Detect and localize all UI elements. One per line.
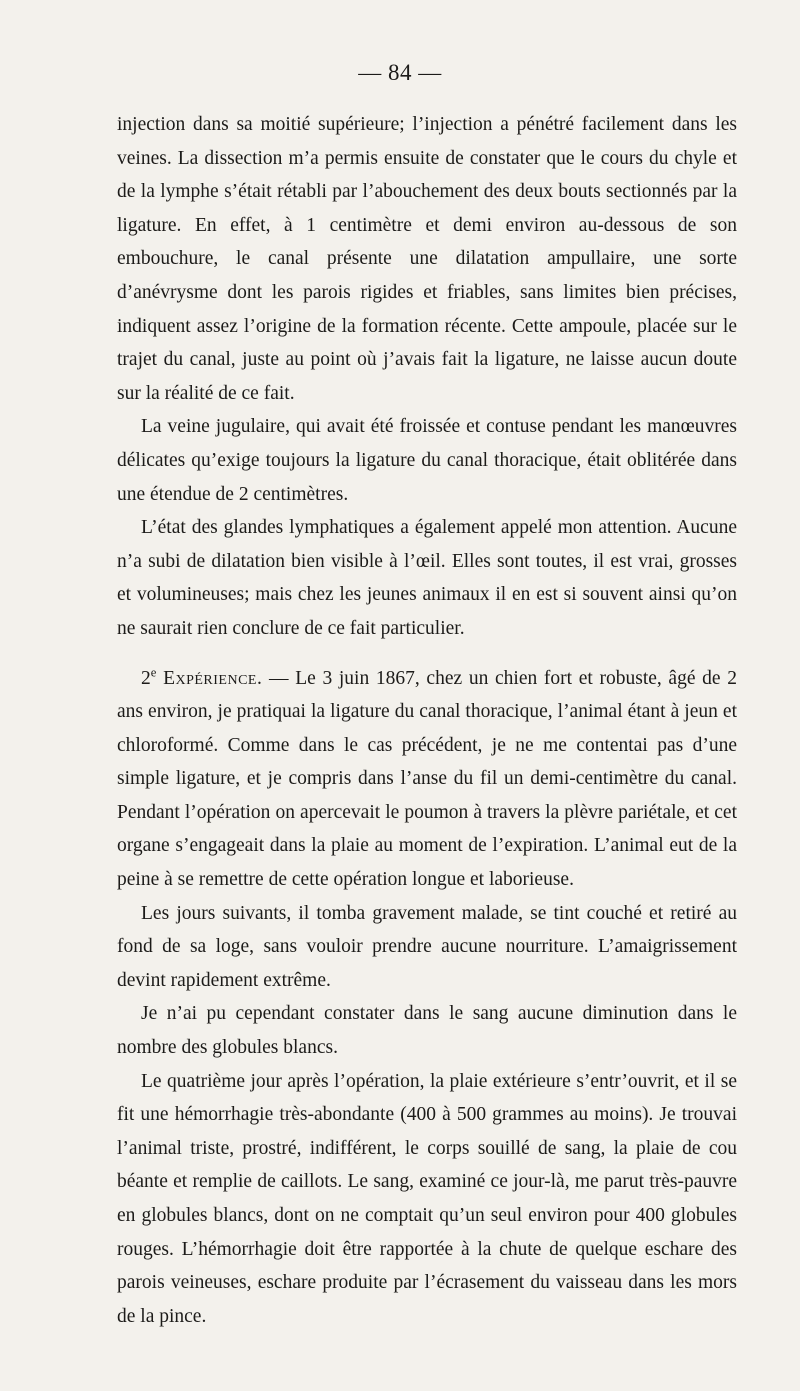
paragraph-following-days: Les jours suivants, il tomba gravement malade, se tint couché et retiré au fond de sa loge, sans vouloir prendre aucune nourriture. L’amaigrissement devint rapidement extrême. — [117, 902, 737, 991]
experience-number: 2 — [141, 667, 151, 689]
experience-number-suffix: e — [150, 665, 157, 679]
paragraph-continuation: injection dans sa moitié supérieure; l’injection a pénétré facilement dans les veines. La dissection m’a permis ensuite de constater que le cours du chyle et de la lymphe s’était rétabli par l’abouchement des deux bouts sectionnés par la ligature. En effet, à 1 centimètre et demi environ au-dessous de son embouchure, le canal présente une dilatation ampullaire, une sorte d’anévrysme dont les parois rigides et friables, sans limites bien précises, indiquent assez l’origine de la formation récente. Cette ampoule, placée sur le trajet du canal, juste au point où j’avais fait la ligature, ne laisse aucun doute sur la réalité de ce fait. — [117, 114, 737, 404]
paragraph-hemorrhage: Le quatrième jour après l’opération, la plaie extérieure s’entr’ouvrit, et il se fit une hémorrhagie très-abondante (400 à 500 grammes au moins). Je trouvai l’animal triste, prostré, indifférent, le corps souillé de sang, la plaie de cou béante et remplie de caillots. Le sang, examiné ce jour-là, me parut très-pauvre en globules blancs, dont on ne comptait qu’un seul environ pour 400 globules rouges. L’hémorrhagie doit être rapportée à la chute de quelque eschare des parois veineuses, eschare produite par l’écrasement du vaisseau dans les mors de la pince. — [117, 1070, 737, 1327]
paragraph-experience-2 — [117, 662, 737, 897]
paragraph-jugular-vein: La veine jugulaire, qui avait été froissée et contuse pendant les manœuvres délicates qu’exige toujours la ligature du canal thoracique, était oblitérée dans une étendue de 2 centimètres. — [117, 416, 737, 505]
paragraph-lymph-glands: L’état des glandes lymphatiques a également appelé mon attention. Aucune n’a subi de dilatation bien visible à l’œil. Elles sont toutes, il est vrai, grosses et volumineuses; mais chez les jeunes animaux il en est si souvent ainsi qu’on ne saurait rien conclure de ce fait particulier. — [117, 517, 737, 639]
page-number: — 84 — — [358, 60, 442, 85]
body-text — [117, 108, 737, 1333]
paragraph-white-globules: Je n’ai pu cependant constater dans le sang aucune diminution dans le nombre des globules blancs. — [117, 1003, 737, 1059]
experience-text: — Le 3 juin 1867, chez un chien fort et robuste, âgé de 2 ans environ, je pratiquai la ligature du canal thoracique, l’animal étant à jeun et chloroformé. Comme dans le cas précédent, je ne me contentai pas d’une simple ligature, et je compris dans l’anse du fil un demi-centimètre du canal. Pendant l’opération on apercevait le poumon à travers la plèvre pariétale, et cet organe s’engageait dans la plaie au moment de l’expiration. L’animal eut de la peine à se remettre de cette opération longue et laborieuse. — [117, 667, 738, 891]
experience-heading: Expérience. — [163, 667, 263, 689]
